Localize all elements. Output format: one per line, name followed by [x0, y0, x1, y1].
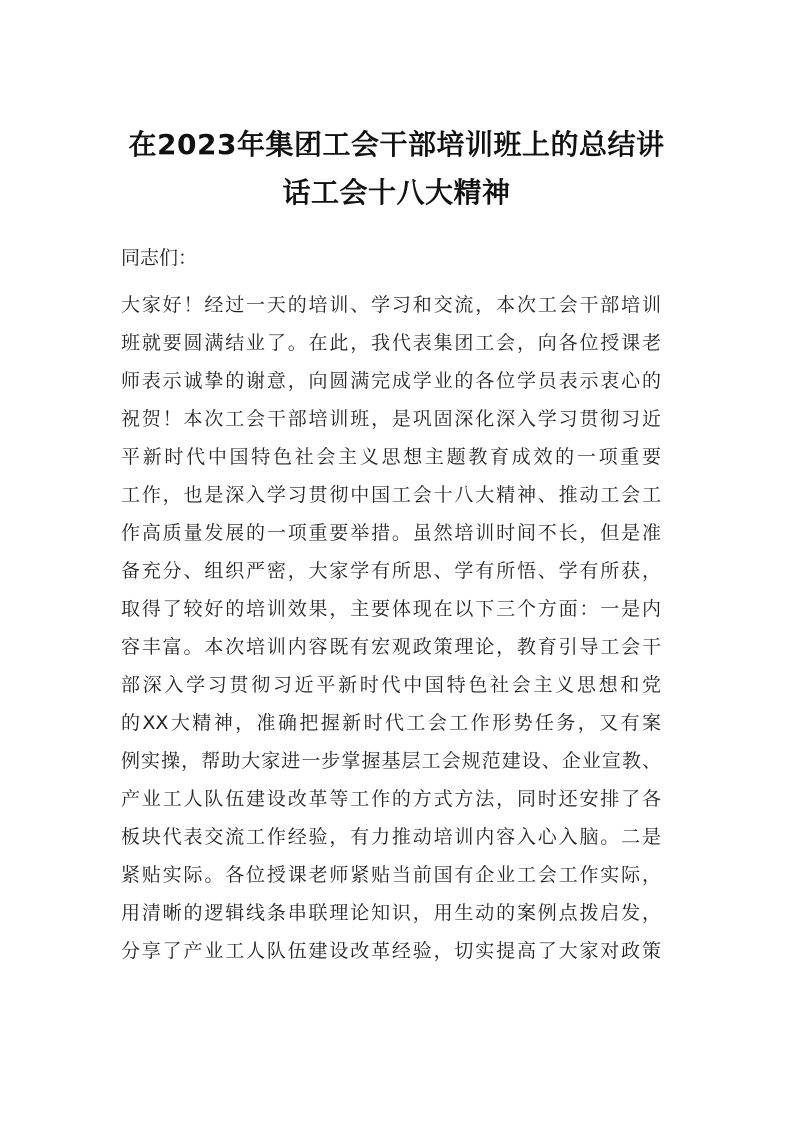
body-line: 板块代表交流工作经验，有力推动培训内容入心入脑。二是 [121, 826, 661, 848]
title-line-2: 话工会十八大精神 [282, 176, 511, 209]
body-line: 产业工人队伍建设改革等工作的方式方法，同时还安排了各 [121, 788, 661, 810]
body-line: 容丰富。本次培训内容既有宏观政策理论，教育引导工会干 [121, 636, 661, 658]
body-line: 大家好！经过一天的培训、学习和交流，本次工会干部培训 [121, 294, 661, 316]
body-line: 例实操，帮助大家进一步掌握基层工会规范建设、企业宣教、 [121, 750, 661, 772]
title-line-1: 在2023年集团工会干部培训班上的总结讲 [128, 128, 665, 161]
body-line: 紧贴实际。各位授课老师紧贴当前国有企业工会工作实际， [121, 864, 661, 886]
body-line: 用清晰的逻辑线条串联理论知识，用生动的案例点拨启发， [121, 902, 661, 924]
body-line: 作高质量发展的一项重要举措。虽然培训时间不长，但是准 [121, 522, 661, 544]
body-line: 分享了产业工人队伍建设改革经验，切实提高了大家对政策 [121, 940, 661, 962]
body-line: 班就要圆满结业了。在此，我代表集团工会，向各位授课老 [121, 332, 661, 354]
body-line: 工作，也是深入学习贯彻中国工会十八大精神、推动工会工 [121, 484, 661, 506]
body-paragraph [121, 286, 661, 970]
body-line: 祝贺！本次工会干部培训班，是巩固深化深入学习贯彻习近 [121, 408, 661, 430]
salutation: 同志们： [121, 247, 198, 269]
document-title [110, 121, 683, 217]
body-line: 取得了较好的培训效果，主要体现在以下三个方面：一是内 [121, 598, 661, 620]
body-line: 师表示诚挚的谢意，向圆满完成学业的各位学员表示衷心的 [121, 370, 661, 392]
body-line: 部深入学习贯彻习近平新时代中国特色社会主义思想和党 [121, 674, 661, 696]
body-line: 平新时代中国特色社会主义思想主题教育成效的一项重要 [121, 446, 661, 468]
body-line: 备充分、组织严密，大家学有所思、学有所悟、学有所获， [121, 560, 661, 582]
body-line: 的XX大精神，准确把握新时代工会工作形势任务，又有案 [121, 712, 661, 734]
